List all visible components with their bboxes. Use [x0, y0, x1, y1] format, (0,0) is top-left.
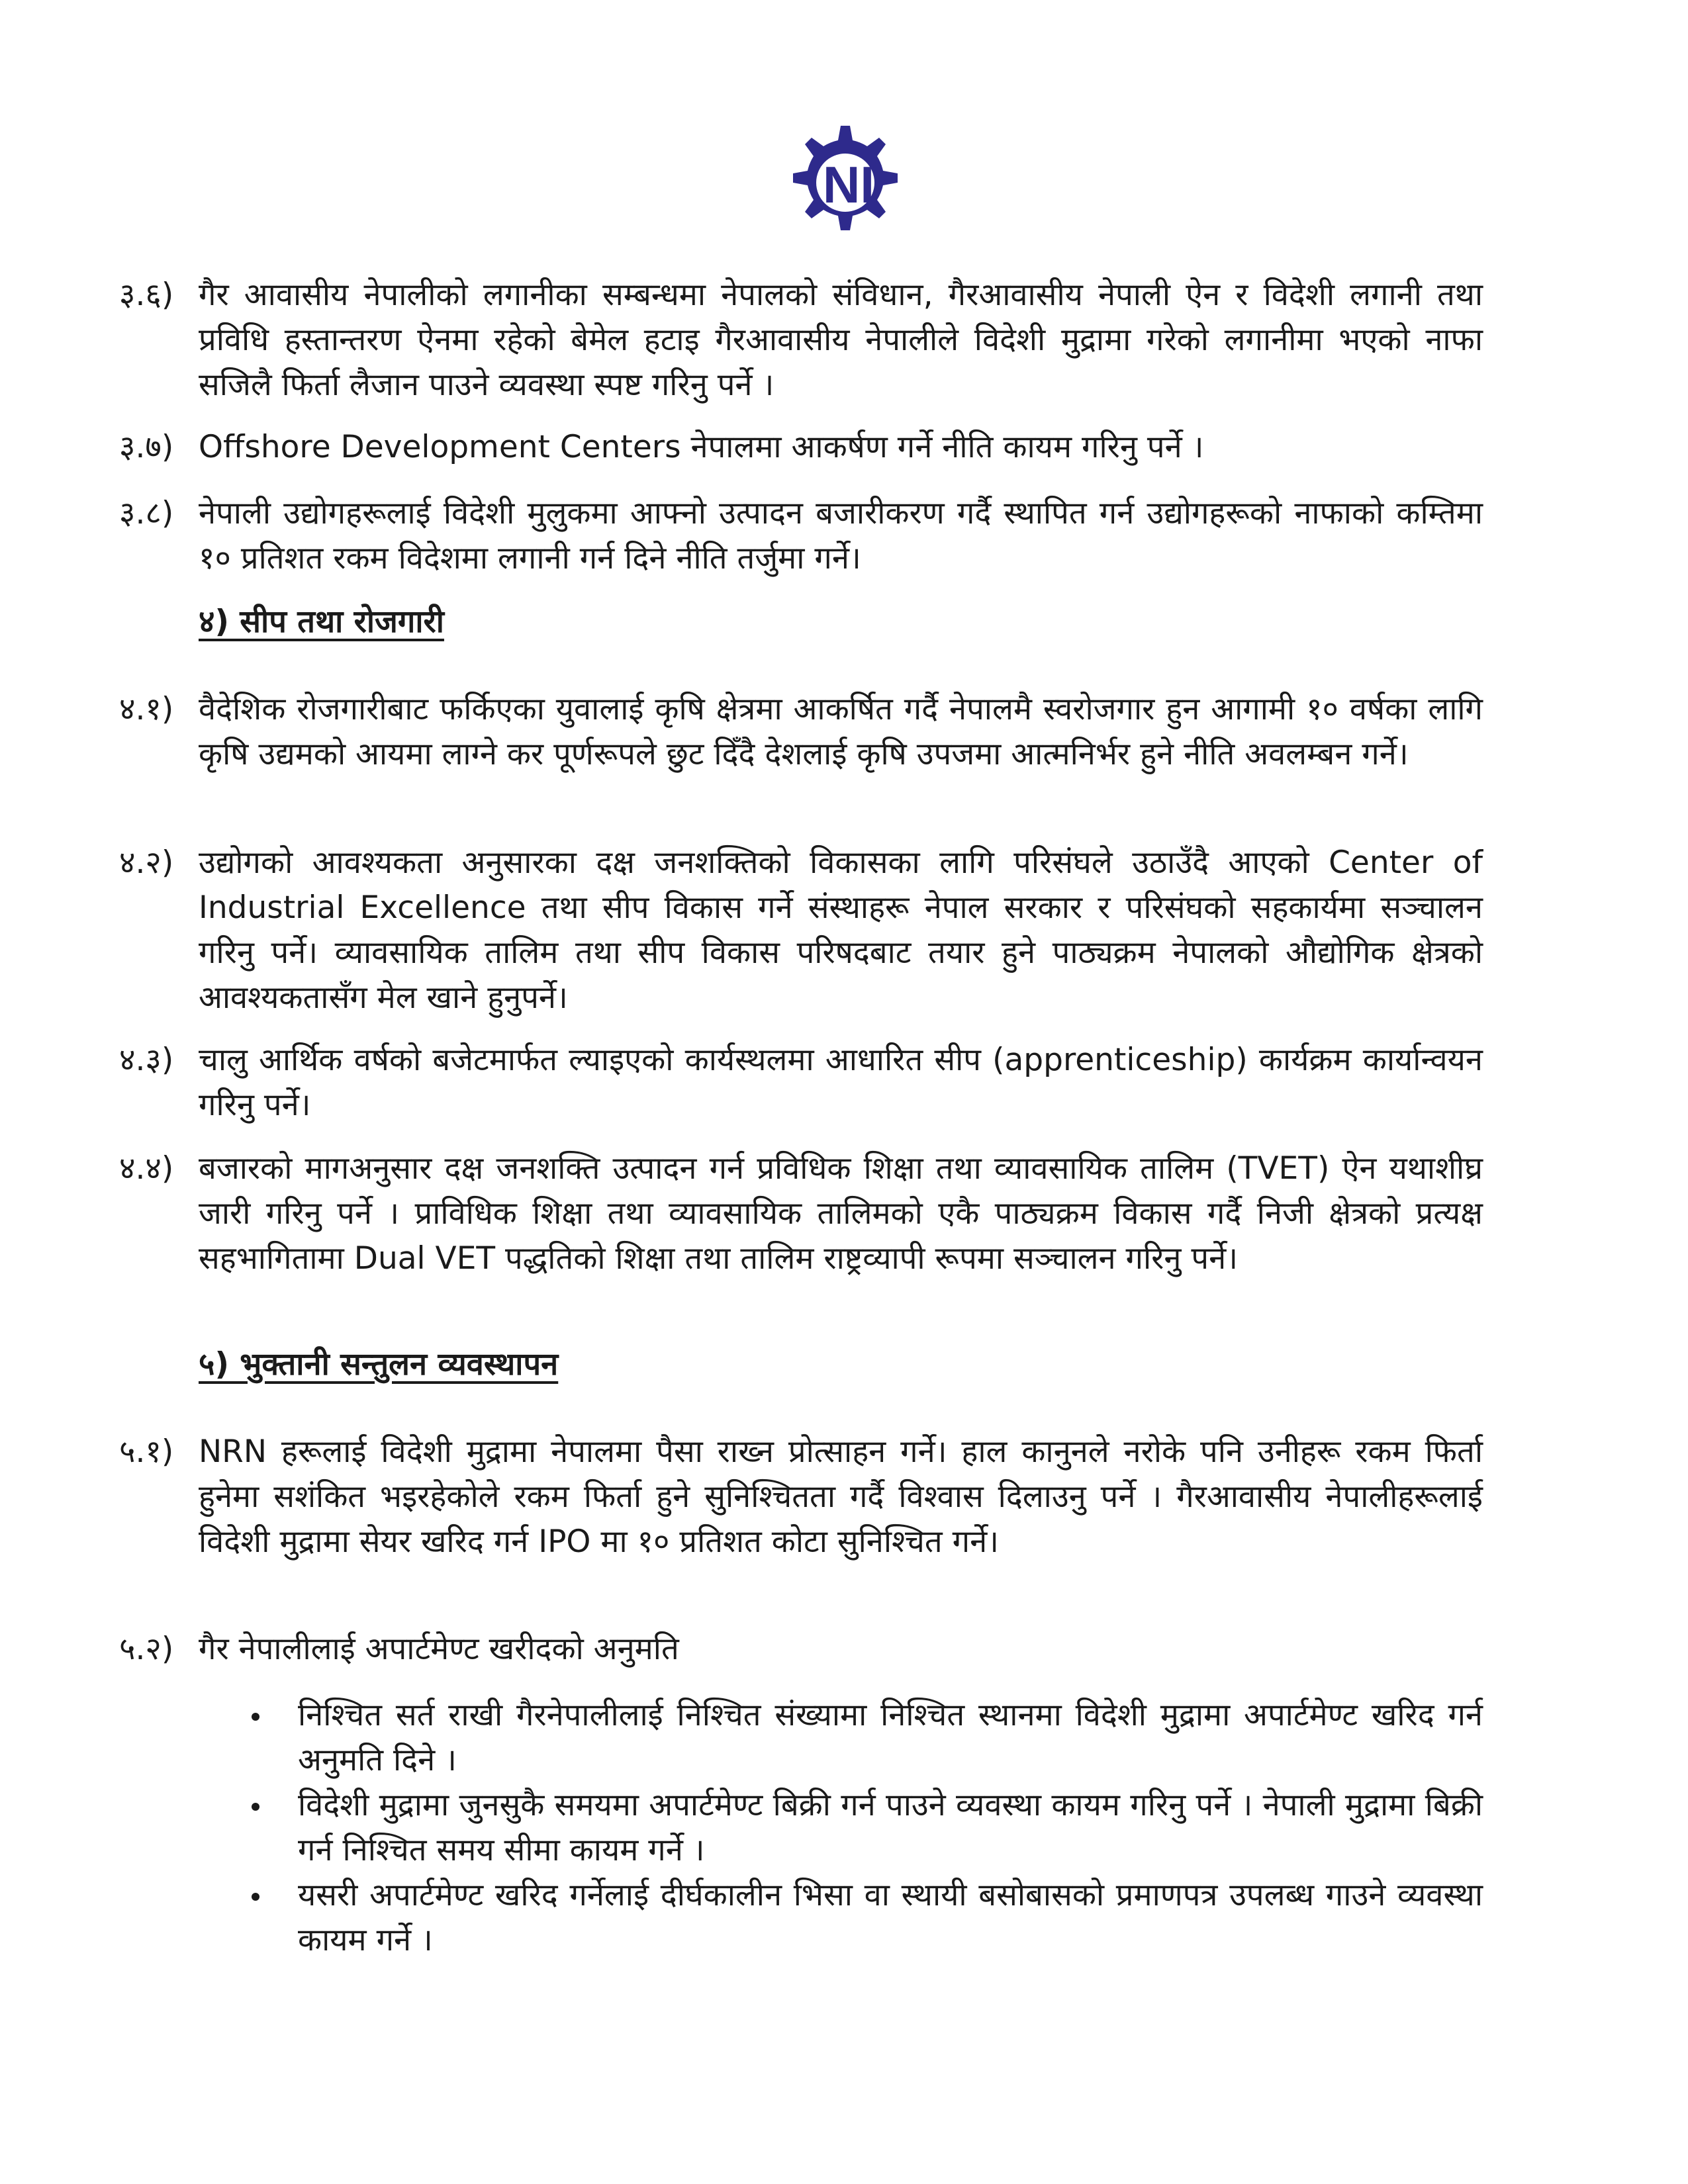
list-item [252, 1873, 1483, 1963]
clause-text: बजारको मागअनुसार दक्ष जनशक्ति उत्पादन गर्न प्रविधिक शिक्षा तथा व्यावसायिक तालिम (TVET) ऐन यथाशीघ्र जारी गरिनु पर्ने । प्राविधिक शिक्षा तथा व्यावसायिक तालिमको एकै पाठ्यक्रम विकास गर्दै निजी क्षेत्रको प्रत्यक्ष सहभागितामा Dual VET पद्धतिको शिक्षा तथा तालिम राष्ट्रव्यापी रूपमा सञ्चालन गरिनु पर्ने। [199, 1150, 1483, 1277]
clause-number: ३.८) [119, 495, 174, 531]
clause-text: उद्योगको आवश्यकता अनुसारका दक्ष जनशक्तिको विकासका लागि परिसंघले उठाउँदै आएको Center of Industrial Excellence तथा सीप विकास गर्ने संस्थाहरू नेपाल सरकार र परिसंघको सहकार्यमा सञ्चालन गरिनु पर्ने। व्यावसायिक तालिम तथा सीप विकास परिषदबाट तयार हुने पाठ्यक्रम नेपालको औद्योगिक क्षेत्रको आवश्यकतासँग मेल खाने हुनुपर्ने। [199, 844, 1483, 1016]
list-item-text: विदेशी मुद्रामा जुनसुकै समयमा अपार्टमेण्ट बिक्री गर्न पाउने व्यवस्था कायम गरिनु पर्ने । नेपाली मुद्रामा बिक्री गर्न निश्चित समय सीमा कायम गर्ने । [298, 1787, 1483, 1868]
clause-text: NRN हरूलाई विदेशी मुद्रामा नेपालमा पैसा राख्न प्रोत्साहन गर्ने। हाल कानुनले नरोके पनि उनीहरू रकम फिर्ता हुनेमा सशंकित भइरहेकोले रकम फिर्ता हुने सुनिश्चितता गर्दै विश्वास दिलाउनु पर्ने । गैरआवासीय नेपालीहरूलाई विदेशी मुद्रामा सेयर खरिद गर्न IPO मा १० प्रतिशत कोटा सुनिश्चित गर्ने। [199, 1433, 1483, 1560]
list-item [252, 1693, 1483, 1783]
apartment-conditions-list [252, 1693, 1483, 1963]
clause-4-1 [119, 687, 1483, 777]
clause-3-8 [119, 491, 1483, 581]
clause-text: चालु आर्थिक वर्षको बजेटमार्फत ल्याइएको कार्यस्थलमा आधारित सीप (apprenticeship) कार्यक्रम कार्यान्वयन गरिनु पर्ने। [199, 1042, 1483, 1123]
clause-number: ५.२) [119, 1631, 174, 1667]
clause-text: नेपाली उद्योगहरूलाई विदेशी मुलुकमा आफ्नो उत्पादन बजारीकरण गर्दै स्थापित गर्न उद्योगहरूको नाफाको कम्तिमा १० प्रतिशत रकम विदेशमा लगानी गर्न दिने नीति तर्जुमा गर्ने। [199, 495, 1483, 576]
section-heading-skills-employment: ४) सीप तथा रोजगारी [199, 604, 444, 640]
clause-number: ४.२) [119, 844, 174, 881]
clause-number: ४.१) [119, 691, 174, 727]
clause-3-6 [119, 273, 1483, 408]
clause-number: ३.६) [119, 277, 174, 313]
logo-text: NI [823, 156, 874, 214]
organization-logo [761, 113, 920, 258]
clause-5-1 [119, 1430, 1483, 1565]
clause-5-2 [119, 1627, 1483, 1672]
section-heading-balance-of-payments: ५) भुक्तानी सन्तुलन व्यवस्थापन [199, 1346, 559, 1383]
bullet-icon [252, 1713, 259, 1721]
list-item [252, 1783, 1483, 1873]
clause-text: Offshore Development Centers नेपालमा आकर्षण गर्ने नीति कायम गरिनु पर्ने । [199, 429, 1204, 465]
clause-text: वैदेशिक रोजगारीबाट फर्किएका युवालाई कृषि क्षेत्रमा आकर्षित गर्दै नेपालमै स्वरोजगार हुन आगामी १० वर्षका लागि कृषि उद्यमको आयमा लाग्ने कर पूर्णरूपले छुट दिँदै देशलाई कृषि उपजमा आत्मनिर्भर हुने नीति अवलम्बन गर्ने। [199, 691, 1483, 772]
list-item-text: यसरी अपार्टमेण्ट खरिद गर्नेलाई दीर्घकालीन भिसा वा स्थायी बसोबासको प्रमाणपत्र उपलब्ध गाउने व्यवस्था कायम गर्ने । [298, 1877, 1483, 1958]
clause-3-7 [119, 425, 1483, 470]
clause-4-3 [119, 1038, 1483, 1128]
clause-4-2 [119, 841, 1483, 1021]
clause-number: ३.७) [119, 429, 174, 465]
clause-4-4 [119, 1146, 1483, 1281]
clause-number: ४.३) [119, 1042, 174, 1078]
bullet-icon [252, 1893, 259, 1901]
clause-text: गैर नेपालीलाई अपार्टमेण्ट खरीदको अनुमति [199, 1631, 679, 1667]
clause-text: गैर आवासीय नेपालीको लगानीका सम्बन्धमा नेपालको संविधान, गैरआवासीय नेपाली ऐन र विदेशी लगानी तथा प्रविधि हस्तान्तरण ऐनमा रहेको बेमेल हटाइ गैरआवासीय नेपालीले विदेशी मुद्रामा गरेको लगानीमा भएको नाफा सजिलै फिर्ता लैजान पाउने व्यवस्था स्पष्ट गरिनु पर्ने । [199, 277, 1483, 403]
clause-number: ४.४) [119, 1150, 174, 1187]
bullet-icon [252, 1803, 259, 1811]
list-item-text: निश्चित सर्त राखी गैरनेपालीलाई निश्चित संख्यामा निश्चित स्थानमा विदेशी मुद्रामा अपार्टमेण्ट खरिद गर्न अनुमति दिने । [298, 1697, 1483, 1778]
clause-number: ५.१) [119, 1433, 174, 1470]
